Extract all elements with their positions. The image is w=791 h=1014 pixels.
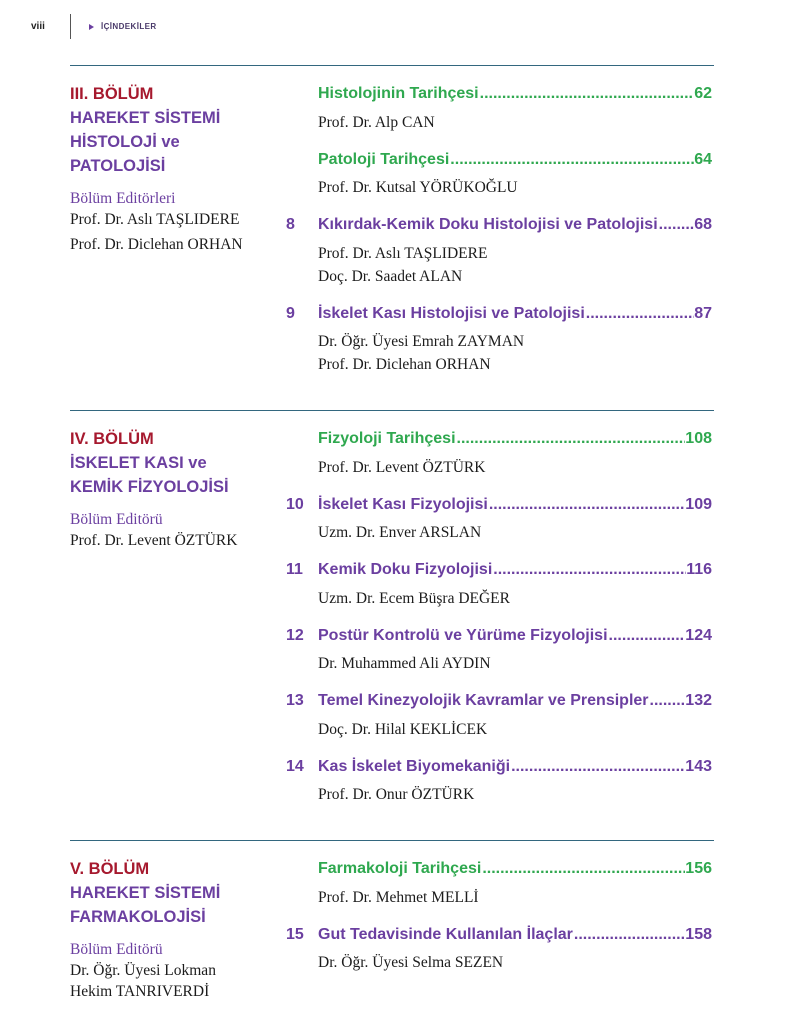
toc-part — [70, 65, 714, 390]
part-title-line: KEMİK FİZYOLOJİSİ — [70, 478, 229, 496]
dot-leader — [511, 755, 685, 779]
dot-leader — [609, 624, 686, 648]
author-name: Prof. Dr. Onur ÖZTÜRK — [318, 786, 475, 803]
header-divider — [70, 14, 71, 39]
toc-entry — [286, 493, 714, 545]
entry-title: Kemik Doku Fizyolojisi — [318, 561, 493, 578]
author-name: Prof. Dr. Alp CAN — [318, 113, 435, 131]
entry-title: Kıkırdak-Kemik Doku Histolojisi ve Patolojisi — [318, 216, 658, 233]
toc-entry — [286, 558, 714, 610]
dot-leader — [586, 302, 694, 326]
part-label: III. BÖLÜM — [70, 85, 154, 103]
toc-entry — [286, 148, 714, 200]
part-title-line: HİSTOLOJİ ve — [70, 133, 180, 151]
part-title-line: PATOLOJİSİ — [70, 157, 166, 175]
toc-entry — [286, 624, 714, 676]
number-gutter — [286, 82, 318, 134]
part-title-line: HAREKET SİSTEMİ — [70, 109, 221, 127]
entry-title: Gut Tedavisinde Kullanılan İlaçlar — [318, 925, 573, 943]
author-name: Dr. Öğr. Üyesi Emrah ZAYMAN — [318, 333, 525, 350]
chapter-number: 10 — [286, 495, 304, 513]
toc-entry — [286, 82, 714, 134]
editor-name-line: Prof. Dr. Diclehan ORHAN — [70, 236, 243, 253]
triangle-right-icon — [89, 24, 94, 30]
toc-entries — [286, 427, 714, 820]
editor-name — [70, 234, 286, 255]
dot-leader — [457, 427, 686, 451]
page-number: 143 — [685, 757, 712, 775]
toc-entry — [286, 755, 714, 807]
dot-leader — [493, 558, 686, 582]
part-title-line: İSKELET KASI ve — [70, 454, 207, 472]
chapter-number: 14 — [286, 757, 304, 775]
entry-title: İskelet Kası Histolojisi ve Patolojisi — [318, 304, 585, 322]
entry-title: Histolojinin Tarihçesi — [318, 85, 479, 102]
toc-entry — [286, 857, 714, 909]
entry-title: Kas İskelet Biyomekaniği — [318, 757, 511, 775]
entry-title: Patoloji Tarihçesi — [318, 150, 450, 168]
author-name: Prof. Dr. Aslı TAŞLIDERE — [318, 244, 488, 262]
editor-name — [70, 960, 286, 1002]
author-name: Dr. Muhammed Ali AYDIN — [318, 655, 491, 672]
dot-leader — [450, 148, 694, 172]
toc-entry — [286, 213, 714, 288]
editor-name-line: Dr. Öğr. Üyesi Lokman — [70, 962, 216, 979]
chapter-number: 11 — [286, 561, 303, 578]
author-name: Dr. Öğr. Üyesi Selma SEZEN — [318, 954, 504, 971]
chapter-number: 9 — [286, 304, 295, 322]
toc-entry — [286, 923, 714, 975]
author-name: Uzm. Dr. Enver ARSLAN — [318, 524, 482, 541]
editors-label: Bölüm Editörleri — [70, 190, 176, 207]
chapter-number: 12 — [286, 626, 304, 644]
chapter-number: 8 — [286, 216, 295, 233]
page-number: 156 — [685, 860, 712, 877]
page-number: 108 — [685, 430, 712, 447]
chapter-number: 15 — [286, 925, 304, 943]
page-number: 64 — [694, 150, 712, 168]
dot-leader — [650, 689, 686, 713]
author-name: Prof. Dr. Mehmet MELLİ — [318, 888, 479, 906]
page-number: 158 — [685, 925, 712, 943]
dot-leader — [574, 923, 685, 947]
toc-entries — [286, 82, 714, 390]
toc-part — [70, 840, 714, 1002]
part-heading-block — [70, 857, 286, 1002]
entry-title: Postür Kontrolü ve Yürüme Fizyolojisi — [318, 626, 608, 644]
dot-leader — [489, 493, 685, 517]
editor-name-line: Hekim TANRIVERDİ — [70, 983, 210, 1000]
entry-title: Farmakoloji Tarihçesi — [318, 860, 482, 877]
entry-title: Fizyoloji Tarihçesi — [318, 430, 456, 447]
toc-entry — [286, 689, 714, 741]
author-name: Uzm. Dr. Ecem Büşra DEĞER — [318, 589, 510, 607]
number-gutter — [286, 857, 318, 909]
editors-label: Bölüm Editörü — [70, 941, 163, 958]
part-title-line: FARMAKOLOJİSİ — [70, 908, 206, 926]
part-title-line: HAREKET SİSTEMİ — [70, 884, 221, 902]
page-number: 124 — [685, 626, 712, 644]
chapter-number: 13 — [286, 692, 304, 709]
editor-name — [70, 209, 286, 230]
toc-entry — [286, 302, 714, 377]
editor-name — [70, 530, 286, 551]
author-name: Doç. Dr. Hilal KEKLİCEK — [318, 720, 488, 738]
dot-leader — [480, 82, 695, 106]
author-name: Prof. Dr. Kutsal YÖRÜKOĞLU — [318, 179, 518, 196]
running-title: İÇİNDEKİLER — [101, 22, 157, 31]
page-folio: viii — [31, 21, 45, 32]
entry-title: Temel Kinezyolojik Kavramlar ve Prensipler — [318, 692, 649, 709]
page-number: 132 — [685, 692, 712, 709]
dot-leader — [482, 857, 685, 881]
editors-label: Bölüm Editörü — [70, 511, 163, 528]
part-heading-block — [70, 427, 286, 820]
entry-title: İskelet Kası Fizyolojisi — [318, 495, 488, 513]
number-gutter — [286, 427, 318, 479]
page-number: 62 — [694, 85, 712, 102]
toc-entry — [286, 427, 714, 479]
page-number: 109 — [685, 495, 712, 513]
dot-leader — [659, 213, 695, 237]
page-number: 68 — [694, 216, 712, 233]
part-label: IV. BÖLÜM — [70, 430, 154, 448]
page-number: 116 — [686, 561, 712, 578]
editor-name-line: Prof. Dr. Levent ÖZTÜRK — [70, 532, 238, 549]
part-heading-block — [70, 82, 286, 390]
toc-part — [70, 410, 714, 820]
page-number: 87 — [694, 304, 712, 322]
author-name: Doç. Dr. Saadet ALAN — [318, 267, 463, 285]
author-name: Prof. Dr. Levent ÖZTÜRK — [318, 458, 486, 476]
number-gutter — [286, 148, 318, 200]
part-label: V. BÖLÜM — [70, 860, 150, 878]
editor-name-line: Prof. Dr. Aslı TAŞLIDERE — [70, 211, 240, 228]
author-name: Prof. Dr. Diclehan ORHAN — [318, 356, 491, 373]
toc-entries — [286, 857, 714, 1002]
